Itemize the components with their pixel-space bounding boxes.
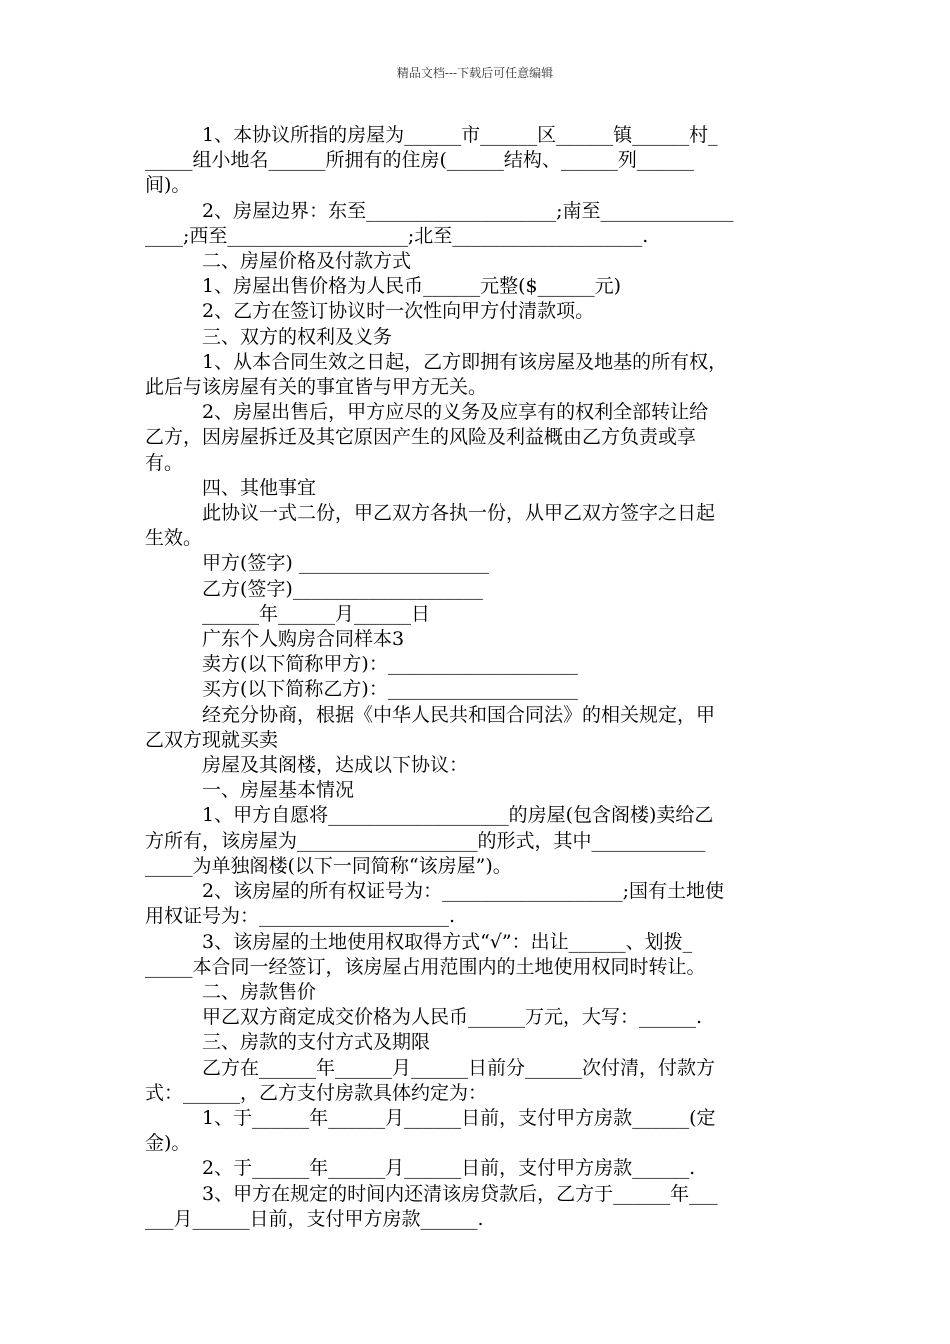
signature-line-party-b: 乙方(签字)____________________ (202, 577, 483, 600)
clause-line: ___月______日前，支付甲方房款______. (145, 1207, 484, 1230)
clause-line: _____为单独阁楼(以下一同简称“该房屋”)。 (145, 854, 512, 877)
clause-line: 乙方，因房屋拆迁及其它原因产生的风险及利益概由乙方负责或享 (145, 426, 697, 449)
clause-line: 式：______，乙方支付房款具体约定为： (145, 1081, 488, 1104)
clause-line: _____本合同一经签订，该房屋占用范围内的土地使用权同时转让。 (145, 955, 706, 978)
clause-line: 房屋及其阁楼，达成以下协议： (202, 754, 469, 777)
clause-line: 1、甲方自愿将___________________的房屋(包含阁楼)卖给乙 (202, 804, 714, 827)
clause-line: 乙方在______年______月______日前分______次付清，付款方 (202, 1056, 716, 1079)
clause-line: 2、乙方在签订协议时一次性向甲方付清款项。 (202, 300, 595, 323)
clause-line: 乙双方现就买卖 (145, 728, 279, 751)
clause-line: 金)。 (145, 1132, 191, 1155)
clause-line: 经充分协商，根据《中华人民共和国合同法》的相关规定，甲 (202, 703, 716, 726)
clause-line: 1、房屋出售价格为人民币______元整($______元) (202, 275, 622, 298)
section-heading: 三、房款的支付方式及期限 (202, 1031, 431, 1054)
clause-line: 1、从本合同生效之日起，乙方即拥有该房屋及地基的所有权， (202, 350, 728, 373)
clause-line: 此协议一式二份，甲乙双方各执一份，从甲乙双方签字之日起 (202, 502, 716, 525)
clause-line: 1、本协议所指的房屋为______市______区______镇______村_ (202, 124, 718, 146)
contract-title: 广东个人购房合同样本3 (202, 628, 405, 651)
clause-line: 有。 (145, 451, 184, 474)
section-heading: 一、房屋基本情况 (202, 779, 355, 802)
signature-line-party-a: 甲方(签字) ____________________ (202, 552, 489, 575)
clause-line: 2、房屋边界：东至____________________;南至______________ (202, 199, 734, 222)
clause-line: 间)。 (145, 174, 191, 197)
clause-line: 2、于______年______月______日前，支付甲方房款______. (202, 1157, 696, 1180)
clause-line: ____;西至___________________;北至____________________. (145, 224, 649, 247)
clause-line: _____组小地名______所拥有的住房(______结构、______列______ (145, 149, 694, 172)
clause-line: 3、该房屋的土地使用权取得方式“√”：出让______、划拨_ (202, 930, 693, 953)
clause-line: 2、该房屋的所有权证号为：___________________;国有土地使 (202, 880, 724, 903)
clause-line: 2、房屋出售后，甲方应尽的义务及应享有的权利全部转让给 (202, 401, 709, 424)
page-header: 精品文档---下载后可任意编辑 (396, 66, 554, 80)
clause-line: 方所有，该房屋为___________________的形式，其中____________ (145, 829, 706, 852)
seller-line: 卖方(以下简称甲方)：____________________ (202, 653, 578, 676)
date-line: ______年______月______日 (202, 602, 431, 625)
section-heading: 三、双方的权利及义务 (202, 325, 393, 348)
section-heading: 二、房款售价 (202, 980, 317, 1003)
clause-line: 1、于______年______月______日前，支付甲方房款______(定 (202, 1106, 716, 1129)
section-heading: 四、其他事宜 (202, 476, 317, 499)
clause-line: 用权证号为：____________________. (145, 905, 456, 928)
clause-line: 生效。 (145, 527, 203, 550)
document-body (145, 123, 810, 1232)
clause-line: 此后与该房屋有关的事宜皆与甲方无关。 (145, 376, 488, 399)
buyer-line: 买方(以下简称乙方)：____________________ (202, 678, 578, 701)
clause-line: 甲乙双方商定成交价格为人民币______万元，大写：______. (202, 1006, 703, 1029)
clause-line: 3、甲方在规定的时间内还清该房贷款后，乙方于______年___ (202, 1182, 718, 1205)
section-heading: 二、房屋价格及付款方式 (202, 250, 412, 273)
